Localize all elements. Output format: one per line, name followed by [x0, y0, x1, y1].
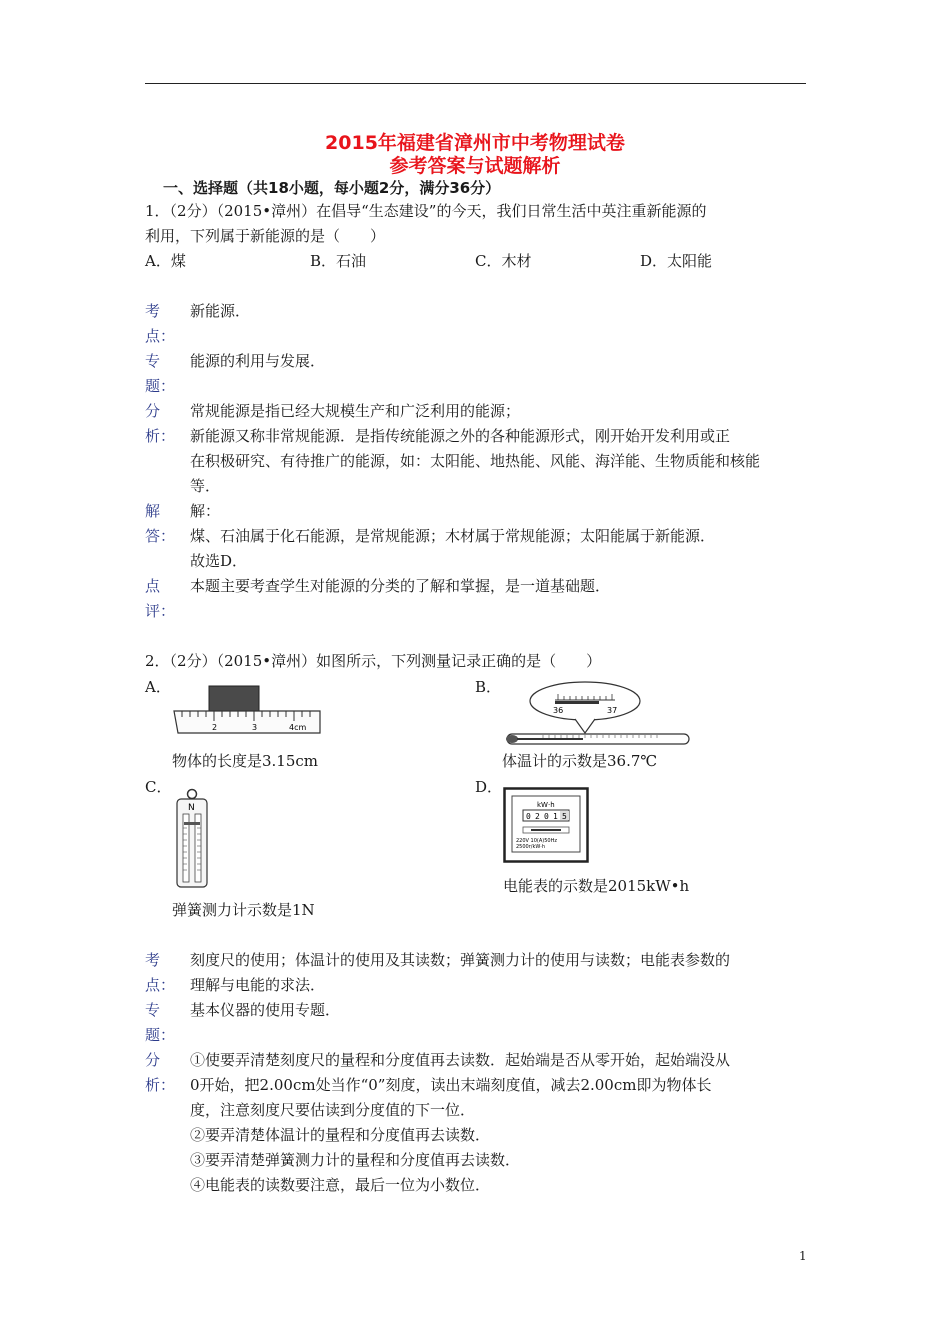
ruler-tick-label: 2	[212, 723, 218, 732]
q1-label-kaodian-1: 考	[145, 302, 161, 320]
meter-digit: 0	[544, 812, 549, 821]
title-line-2: 参考答案与试题解析	[389, 155, 561, 177]
q2-label-kaodian-2: 点：	[145, 976, 176, 994]
q2-fenxi-line-4: ②要弄清楚体温计的量程和分度值再去读数．	[190, 1126, 491, 1144]
page-number: 1	[799, 1249, 807, 1263]
q1-label-fenxi-2: 析：	[145, 427, 176, 445]
q1-label-zhuanti-2: 题：	[145, 377, 176, 395]
q1-fenxi-line-1: 常规能源是指已经大规模生产和广泛利用的能源；	[190, 402, 521, 420]
q2-option-b: B．	[475, 678, 502, 696]
q1-option-a: A．煤	[145, 252, 186, 270]
q1-option-b: B．石油	[310, 252, 367, 270]
q2-option-a: A．	[145, 678, 171, 696]
callout-pointer	[575, 719, 595, 733]
thermometer-bulb	[506, 735, 518, 743]
q1-jieda-line-1: 解：	[190, 502, 221, 520]
q1-dianping: 本题主要考查学生对能源的分类的了解和掌握，是一道基础题．	[190, 577, 611, 595]
q1-label-kaodian-2: 点：	[145, 327, 176, 345]
q2-caption-d: 电能表的示数是2015kW•h	[503, 877, 690, 895]
q2-label-zhuanti-2: 题：	[145, 1026, 176, 1044]
section-title: 一、选择题（共18小题，每小题2分，满分36分）	[163, 179, 501, 197]
meter-digit: 2	[535, 812, 540, 821]
q1-jieda-line-3: 故选D．	[190, 552, 248, 570]
ruler-tick-label: 4cm	[289, 723, 307, 732]
meter-digit: 1	[553, 812, 558, 821]
q1-fenxi-line-2: 新能源又称非常规能源．是指传统能源之外的各种能源形式，刚开始开发利用或正	[190, 427, 731, 445]
q2-kaodian-line-2: 理解与电能的求法．	[190, 976, 326, 994]
q2-kaodian-line-1: 刻度尺的使用；体温计的使用及其读数；弹簧测力计的使用与读数；电能表参数的	[190, 951, 731, 969]
q1-label-zhuanti-1: 专	[145, 352, 161, 370]
q1-stem-line-1: 1．（2分）（2015•漳州）在倡导“生态建设”的今天，我们日常生活中英注重新能源的	[145, 202, 707, 220]
thermometer-figure	[503, 676, 693, 748]
q2-fenxi-line-3: 度，注意刻度尺要估读到分度值的下一位．	[190, 1101, 476, 1119]
ruler-tick-label: 3	[252, 723, 258, 732]
q2-caption-b: 体温计的示数是36.7℃	[502, 752, 658, 770]
thermo-label-37: 37	[607, 706, 618, 715]
q1-label-jieda-2: 答：	[145, 527, 176, 545]
meter-spec-2: 2500r/kW·h	[516, 844, 546, 850]
q2-label-kaodian-1: 考	[145, 951, 161, 969]
q2-label-zhuanti-1: 专	[145, 1001, 161, 1019]
title-line-1: 2015年福建省漳州市中考物理试卷	[325, 132, 625, 154]
spring-balance-figure	[168, 788, 216, 890]
q2-fenxi-line-6: ④电能表的读数要注意，最后一位为小数位．	[190, 1176, 491, 1194]
q1-option-c: C．木材	[475, 252, 532, 270]
energy-meter-figure	[503, 787, 589, 863]
spring-balance-ring	[188, 790, 197, 799]
meter-spec-1: 220V 10(A)50Hz	[516, 838, 557, 844]
q1-fenxi-line-4: 等．	[190, 477, 221, 495]
thermo-label-36: 36	[553, 706, 564, 715]
q1-label-jieda-1: 解	[145, 502, 161, 520]
top-rule	[145, 83, 806, 84]
q2-option-d: D．	[475, 778, 503, 796]
q1-kaodian: 新能源．	[190, 302, 251, 320]
q2-label-fenxi-2: 析：	[145, 1076, 176, 1094]
q1-label-dianping-1: 点	[145, 577, 161, 595]
ruler-figure	[172, 683, 322, 743]
q2-zhuanti: 基本仪器的使用专题．	[190, 1001, 341, 1019]
q2-option-c: C．	[145, 778, 172, 796]
q1-option-d: D．太阳能	[640, 252, 713, 270]
meter-unit: kW·h	[537, 801, 555, 809]
q1-label-fenxi-1: 分	[145, 402, 161, 420]
q2-fenxi-line-1: ①使要弄清楚刻度尺的量程和分度值再去读数．起始端是否从零开始，起始端没从	[190, 1051, 731, 1069]
q2-label-fenxi-1: 分	[145, 1051, 161, 1069]
q1-stem-line-2: 利用，下列属于新能源的是（ ）	[145, 227, 386, 245]
q2-fenxi-line-5: ③要弄清楚弹簧测力计的量程和分度值再去读数．	[190, 1151, 521, 1169]
mercury-column-magnified	[555, 701, 599, 704]
q2-stem: 2．（2分）（2015•漳州）如图所示，下列测量记录正确的是（ ）	[145, 652, 602, 670]
q1-zhuanti: 能源的利用与发展．	[190, 352, 326, 370]
spring-unit-label: N	[188, 803, 195, 813]
meter-digit: 0	[526, 812, 531, 821]
spring-pointer	[184, 822, 200, 825]
q2-fenxi-line-2: 0开始，把2.00cm处当作“0”刻度，读出末端刻度值，减去2.00cm即为物体长	[190, 1076, 712, 1094]
q1-label-dianping-2: 评：	[145, 602, 176, 620]
q2-caption-c: 弹簧测力计示数是1N	[172, 901, 315, 919]
meter-digit: 5	[562, 812, 567, 821]
q1-fenxi-line-3: 在积极研究、有待推广的能源，如：太阳能、地热能、风能、海洋能、生物质能和核能	[190, 452, 761, 470]
q2-caption-a: 物体的长度是3.15cm	[172, 752, 319, 770]
q1-jieda-line-2: 煤、石油属于化石能源，是常规能源；木材属于常规能源；太阳能属于新能源．	[190, 527, 716, 545]
